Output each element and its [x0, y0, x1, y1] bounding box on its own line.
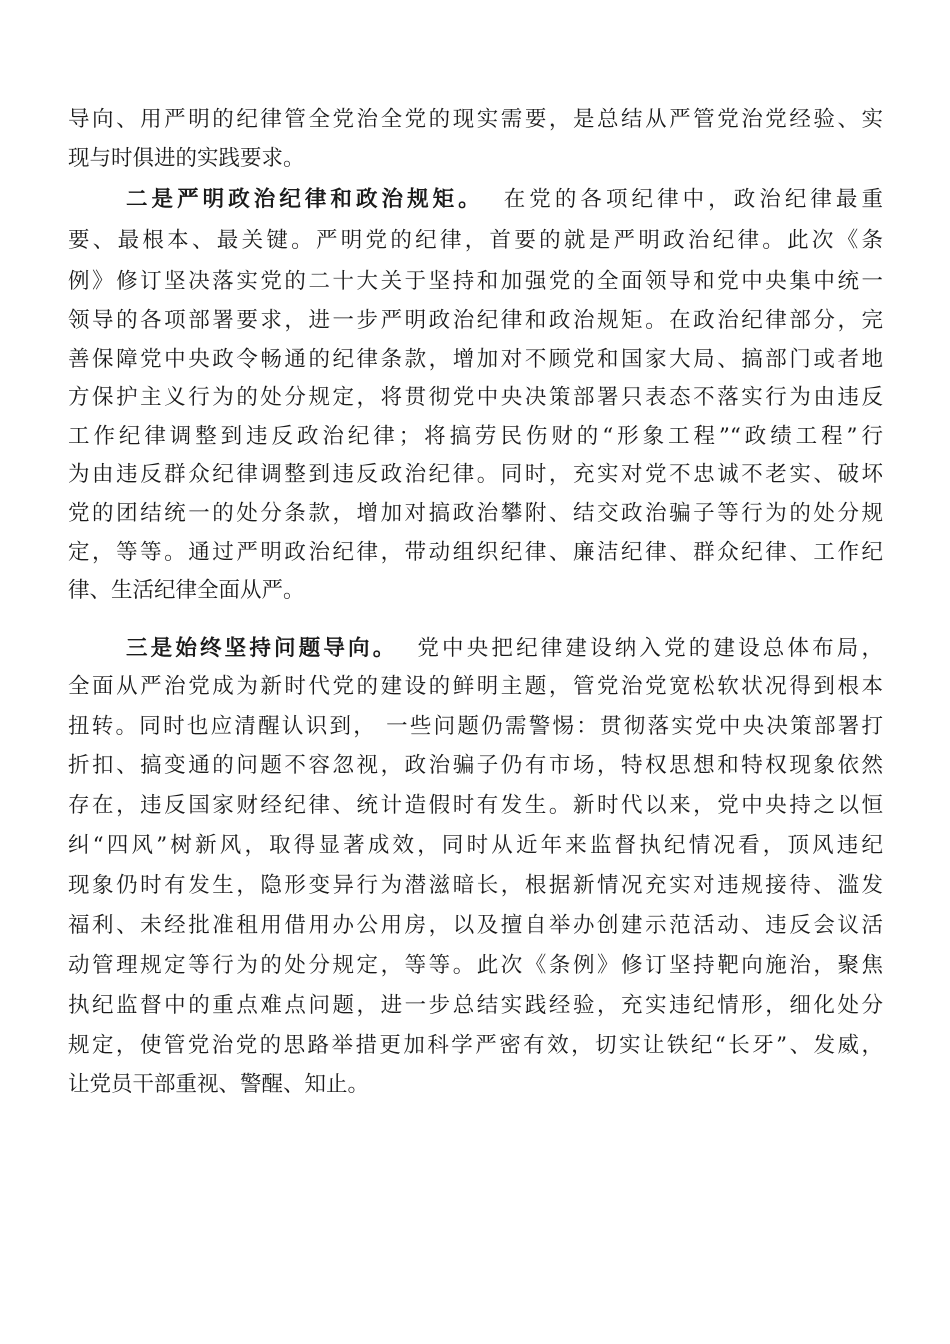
paragraph-line: 福利、未经批准租用借用办公用房，以及擅自举办创建示范活动、违反会议活 [68, 913, 883, 938]
paragraph-line: 扭转。同时也应清醒认识到， 一些问题仍需警惕：贯彻落实党中央决策部署打 [68, 714, 883, 739]
paragraph-line: 律、生活纪律全面从严。 [68, 578, 305, 603]
paragraph-line: 工作纪律调整到违反政治纪律；将搞劳民伤财的“形象工程”“政绩工程”行 [68, 424, 883, 449]
section-heading: 二是严明政治纪律和政治规矩。 [126, 187, 484, 212]
paragraph-line: 例》修订坚决落实党的二十大关于坚持和加强党的全面领导和党中央集中统一 [68, 269, 883, 294]
section-heading-line [126, 180, 883, 220]
paragraph-line: 存在，违反国家财经纪律、统计造假时有发生。新时代以来，党中央持之以恒 [68, 793, 883, 818]
paragraph-line: 动管理规定等行为的处分规定，等等。此次《条例》修订坚持靶向施治，聚焦 [68, 953, 883, 978]
paragraph-line: 党的团结统一的处分条款，增加对搞政治攀附、结交政治骗子等行为的处分规 [68, 501, 883, 526]
paragraph-line: 现象仍时有发生，隐形变异行为潜滋暗长，根据新情况充实对违规接待、滥发 [68, 873, 883, 898]
paragraph-line: 方保护主义行为的处分规定，将贯彻党中央决策部署只表态不落实行为由违反 [68, 385, 883, 410]
paragraph-line: 全面从严治党成为新时代党的建设的鲜明主题，管党治党宽松软状况得到根本 [68, 674, 883, 699]
paragraph-line: 让党员干部重视、警醒、知止。 [68, 1072, 370, 1097]
paragraph-line: 执纪监督中的重点难点问题，进一步总结实践经验，充实违纪情形，细化处分 [68, 993, 883, 1018]
paragraph-line: 领导的各项部署要求，进一步严明政治纪律和政治规矩。在政治纪律部分，完 [68, 308, 883, 333]
section-heading-line [126, 629, 883, 669]
section-intro-text: 在党的各项纪律中，政治纪律最重 [503, 187, 883, 212]
paragraph-line: 导向、用严明的纪律管全党治全党的现实需要，是总结从严管党治党经验、实 [68, 107, 883, 132]
section-intro-text: 党中央把纪律建设纳入党的建设总体布局， [417, 636, 883, 661]
paragraph-line: 纠“四风”树新风，取得显著成效，同时从近年来监督执纪情况看，顶风违纪 [68, 833, 883, 858]
section-heading: 三是始终坚持问题导向。 [126, 636, 398, 661]
paragraph-line: 折扣、搞变通的问题不容忽视，政治骗子仍有市场，特权思想和特权现象依然 [68, 753, 883, 778]
paragraph-line: 定，等等。通过严明政治纪律，带动组织纪律、廉洁纪律、群众纪律、工作纪 [68, 540, 883, 565]
paragraph-line: 善保障党中央政令畅通的纪律条款，增加对不顾党和国家大局、搞部门或者地 [68, 347, 883, 372]
paragraph-line: 规定，使管党治党的思路举措更加科学严密有效，切实让铁纪“长牙”、发威， [68, 1033, 883, 1058]
paragraph-line: 为由违反群众纪律调整到违反政治纪律。同时，充实对党不忠诚不老实、破坏 [68, 462, 883, 487]
paragraph-line: 现与时俱进的实践要求。 [68, 146, 305, 171]
paragraph-line: 要、最根本、最关键。严明党的纪律，首要的就是严明政治纪律。此次《条 [68, 228, 883, 253]
